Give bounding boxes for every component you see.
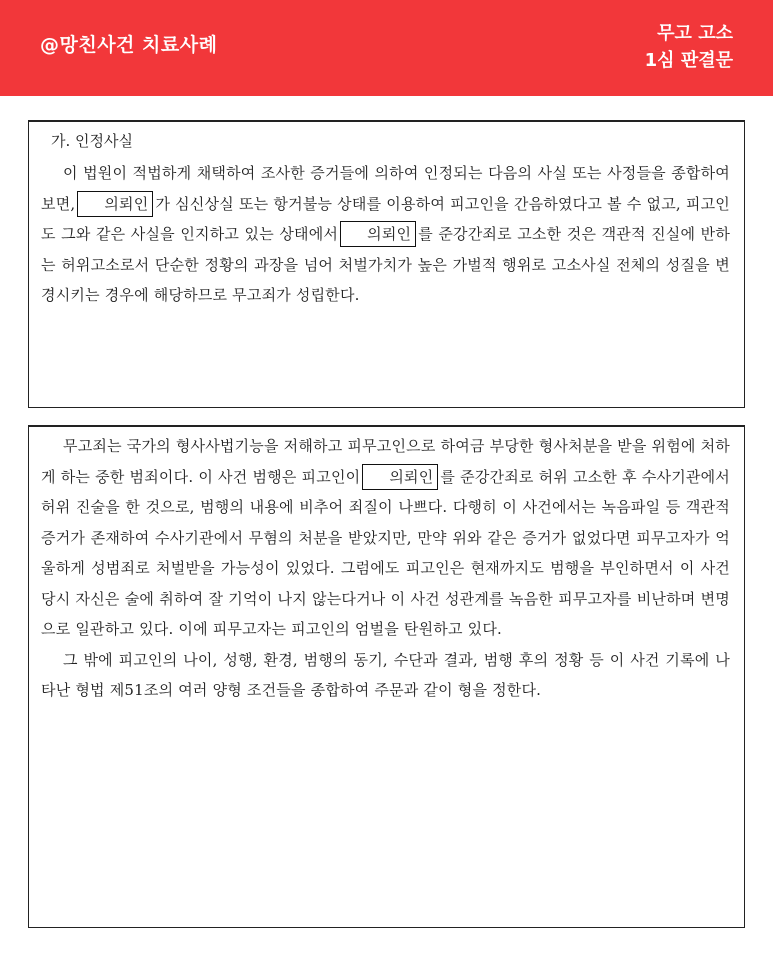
badge-line-2: 1심 판결문 xyxy=(644,50,733,71)
text-segment: 를 준강간죄로 고소한 것은 객관적 진실에 반하는 허위고소로서 단순한 정황의 과장을 넘어 처벌가치가 높은 가벌적 행위로 고소사실 전체의 성질을 변경시키는 경우에 해당하므로 무고죄가 성립한다. xyxy=(41,225,731,304)
section-heading: 가. 인정사실 xyxy=(51,132,133,150)
highlighted-client-term: 의뢰인 xyxy=(340,221,416,247)
highlighted-client-term: 의뢰인 xyxy=(362,464,438,490)
text-segment: 이 법원이 적법하게 채택하여 조사한 증거들에 의하여 인정되는 다음의 사실 또는 사정들을 종합하여 보면, xyxy=(41,164,730,213)
brand-handle: @망친사건 치료사례 xyxy=(40,34,218,56)
case-badge xyxy=(645,20,733,74)
sentencing-paragraph-2: 그 밖에 피고인의 나이, 성행, 환경, 범행의 동기, 수단과 결과, 범행 후의 정황 등 이 사건 기록에 나타난 형법 제51조의 여러 양형 조건들을 종합하여 주문과 같이 형을 정한다. xyxy=(41,650,730,699)
text-segment: 가 심신상실 또는 항거불능 상태를 이용하여 피고인을 간음하였다고 볼 수 없고, 피고인도 그와 같은 사실을 인지하고 있는 상태에서 xyxy=(41,194,730,243)
judgment-excerpt-findings xyxy=(28,120,745,408)
badge-line-1: 무고 고소 xyxy=(657,23,733,44)
highlighted-client-term: 의뢰인 xyxy=(77,191,153,217)
sentencing-paragraph-1 xyxy=(41,431,730,645)
findings-paragraph xyxy=(41,158,730,311)
text-segment: 무고죄는 국가의 형사사법기능을 저해하고 피무고인으로 하여금 부당한 형사처분을 받을 위험에 처하게 하는 중한 범죄이다. 이 사건 범행은 피고인이 xyxy=(41,437,730,486)
text-segment: 를 준강간죄로 허위 고소한 후 수사기관에서 허위 진술을 한 것으로, 범행의 내용에 비추어 죄질이 나쁘다. 다행히 이 사건에서는 녹음파일 등 객관적 증거가 존재하여 수사기관에서 무혐의 처분을 받았지만, 만약 위와 같은 증거가 없었다면 피무고자가 억울하게 성범죄로 처벌받을 가능성이 있었다. 그럼에도 피고인은 현재까지도 범행을 부인하면서 이 사건 당시 자신은 술에 취하여 잘 기억이 나지 않는다거나 이 사건 성관계를 녹음한 피무고자를 비난하며 변명으로 일관하고 있다. 이에 피무고자는 피고인의 엄벌을 탄원하고 있다. xyxy=(41,467,731,638)
header-banner xyxy=(0,0,773,96)
judgment-excerpt-sentencing xyxy=(28,425,745,928)
